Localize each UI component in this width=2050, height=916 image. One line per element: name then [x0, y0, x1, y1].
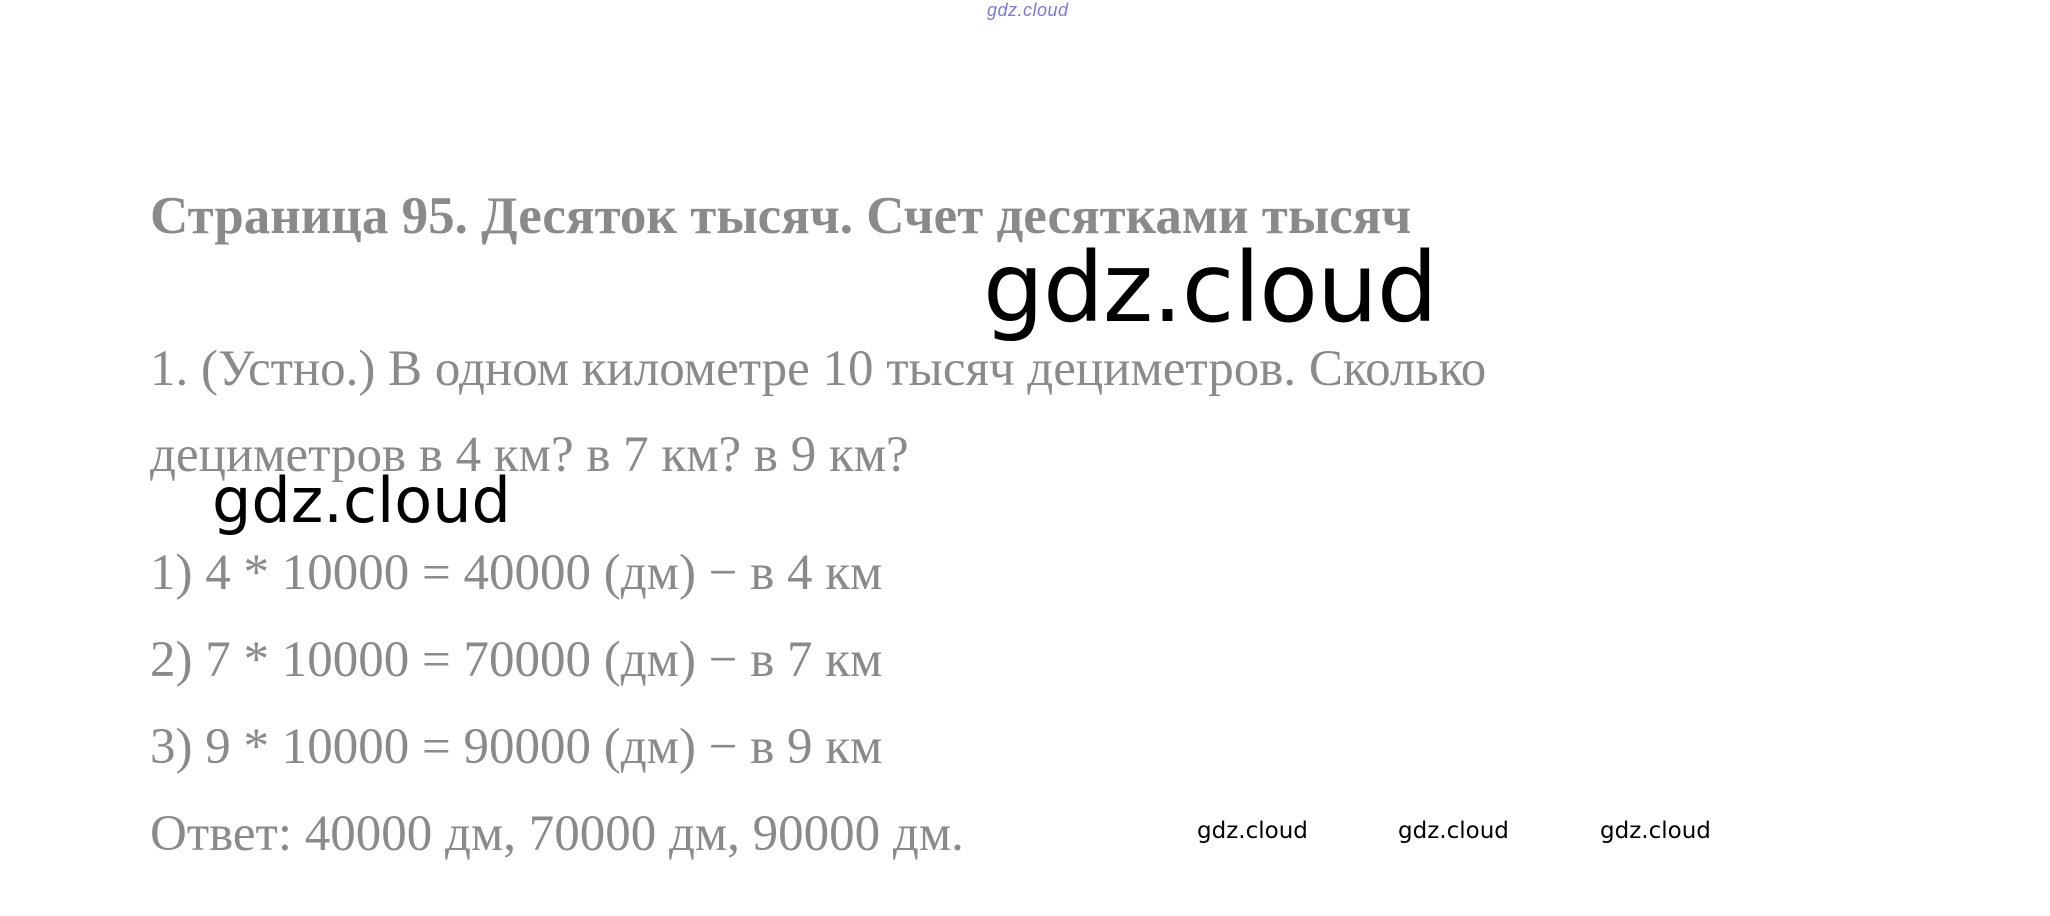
answer-line: Ответ: 40000 дм, 70000 дм, 90000 дм. — [150, 806, 964, 862]
task-line: 1. (Устно.) В одном километре 10 тысяч дециметров. Сколько — [150, 341, 1487, 397]
solution-step: 3) 9 * 10000 = 90000 (дм) − в 9 км — [150, 719, 883, 775]
watermark-top: gdz.cloud — [987, 0, 1069, 20]
solution-step: 2) 7 * 10000 = 70000 (дм) − в 7 км — [150, 632, 883, 688]
watermark-large: gdz.cloud — [983, 232, 1437, 344]
watermark-small: gdz.cloud — [1600, 818, 1711, 844]
watermark-medium: gdz.cloud — [212, 464, 511, 537]
watermark-small: gdz.cloud — [1197, 818, 1308, 844]
watermark-small: gdz.cloud — [1398, 818, 1509, 844]
solution-step: 1) 4 * 10000 = 40000 (дм) − в 4 км — [150, 545, 883, 601]
page-title: Страница 95. Десяток тысяч. Счет десятками тысяч — [150, 187, 1412, 245]
solution-block — [150, 530, 964, 878]
task-line: дециметров в 4 км? в 7 км? в 9 км? — [150, 427, 909, 483]
